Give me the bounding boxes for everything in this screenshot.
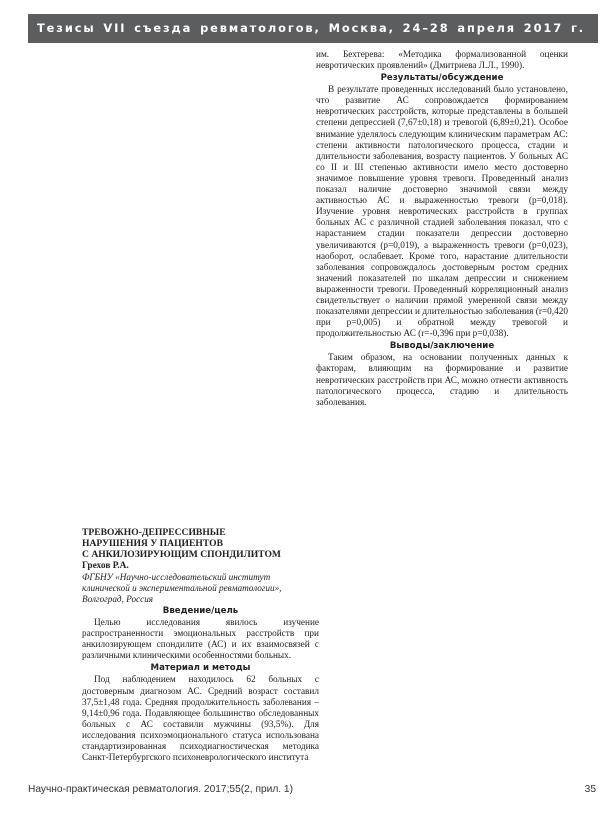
- intro-heading: Введение/цель: [162, 606, 239, 617]
- methods-paragraph: Под наблюдением находилось 62 больных с достоверным диагнозом АС. Средний возраст составил 37,5±1,48 года. Средняя продолжительность заболевания – 9,14±0,96 года. Подавляющее большинство обследованных больных с АС составили мужчины (93,5%). Для исследования психоэмоционального статуса использована стандартизированная психодиагностическая методика Санкт-Петербургского психоневрологического института: [82, 675, 319, 764]
- left-column: [82, 527, 319, 764]
- footer-journal-citation: Научно-практическая ревматология. 2017;55(2, прил. 1): [28, 784, 293, 795]
- intro-paragraph: Целью исследования явилось изучение распространенности эмоциональных расстройств при анкилозирующем спондилите (АС) и их взаимосвязей с различными клиническими особенностями больных.: [82, 618, 319, 662]
- article-title-line: С АНКИЛОЗИРУЮЩИМ СПОНДИЛИТОМ: [82, 549, 281, 561]
- header-title: Тезисы VII съезда ревматологов, Москва, 24–28 апреля 2017 г.: [37, 21, 586, 35]
- article-title-line: ТРЕВОЖНО-ДЕПРЕССИВНЫЕ: [82, 527, 226, 538]
- conclusions-paragraph: Таким образом, на основании полученных данных к факторам, влияющим на формирование и развитие невротических расстройств при АС, можно отнести активность патологического процесса, стадию и длительность заболевания.: [316, 353, 568, 408]
- right-column: [316, 50, 568, 409]
- page-number: 35: [584, 784, 596, 795]
- conclusions-heading: Выводы/заключение: [389, 341, 495, 352]
- intro-continuation-paragraph: им. Бехтерева: «Методика формализованной оценки невротических проявлений» (Дмитриева Л.Л., 1990).: [316, 50, 568, 72]
- methods-heading: Материал и методы: [150, 663, 251, 674]
- affiliation-line: ФГБНУ «Научно-исследовательский институт: [82, 571, 271, 582]
- header-banner: [28, 14, 598, 43]
- article-title: [82, 527, 319, 561]
- results-paragraph: В результате проведенных исследований было установлено, что развитие АС сопровождается формированием невротических расстройств, которые представлены в большей степени депрессией (7,67±0,18) и тревогой (6,89±0,21). Особое внимание уделялось следующим клиническим параметрам АС: степени активности патологического процесса, стадии и длительности заболевания, возрасту пациентов. У больных АС со II и III степенью активности имело место достоверно значимое повышение уровня тревоги. Проведенный анализ показал наличие достоверно значимой связи между активностью АС и выраженностью тревоги (p=0,018). Изучение уровня невротических расстройств в группах больных АС с различной стадией заболевания показал, что с нарастанием стадии показатели депрессии достоверно увеличиваются (p=0,019), а выраженность тревоги (p=0,023), наоборот, ослабевает. Кроме того, нарастание длительности заболевания сопровождалось достоверным ростом средних значений показателей по шкалам депрессии и снижением выраженности тревоги. Проведенный корреляционный анализ свидетельствует о наличии прямой умеренной связи между показателями депрессии и длительностью заболевания (r=0,420 при p=0,005) и обратной между тревогой и продолжительностью АС (r=-0,396 при p=0,038).: [316, 85, 568, 340]
- results-heading: Результаты/обсуждение: [380, 73, 504, 84]
- affiliation-line: клинической и экспериментальной ревматологии»,: [82, 582, 282, 593]
- affiliation-line: Волгоград, Россия: [82, 594, 154, 604]
- article-title-line: НАРУШЕНИЯ У ПАЦИЕНТОВ: [82, 538, 223, 550]
- article-authors: Грехов Р.А.: [82, 560, 129, 571]
- article-affiliation: [82, 572, 319, 605]
